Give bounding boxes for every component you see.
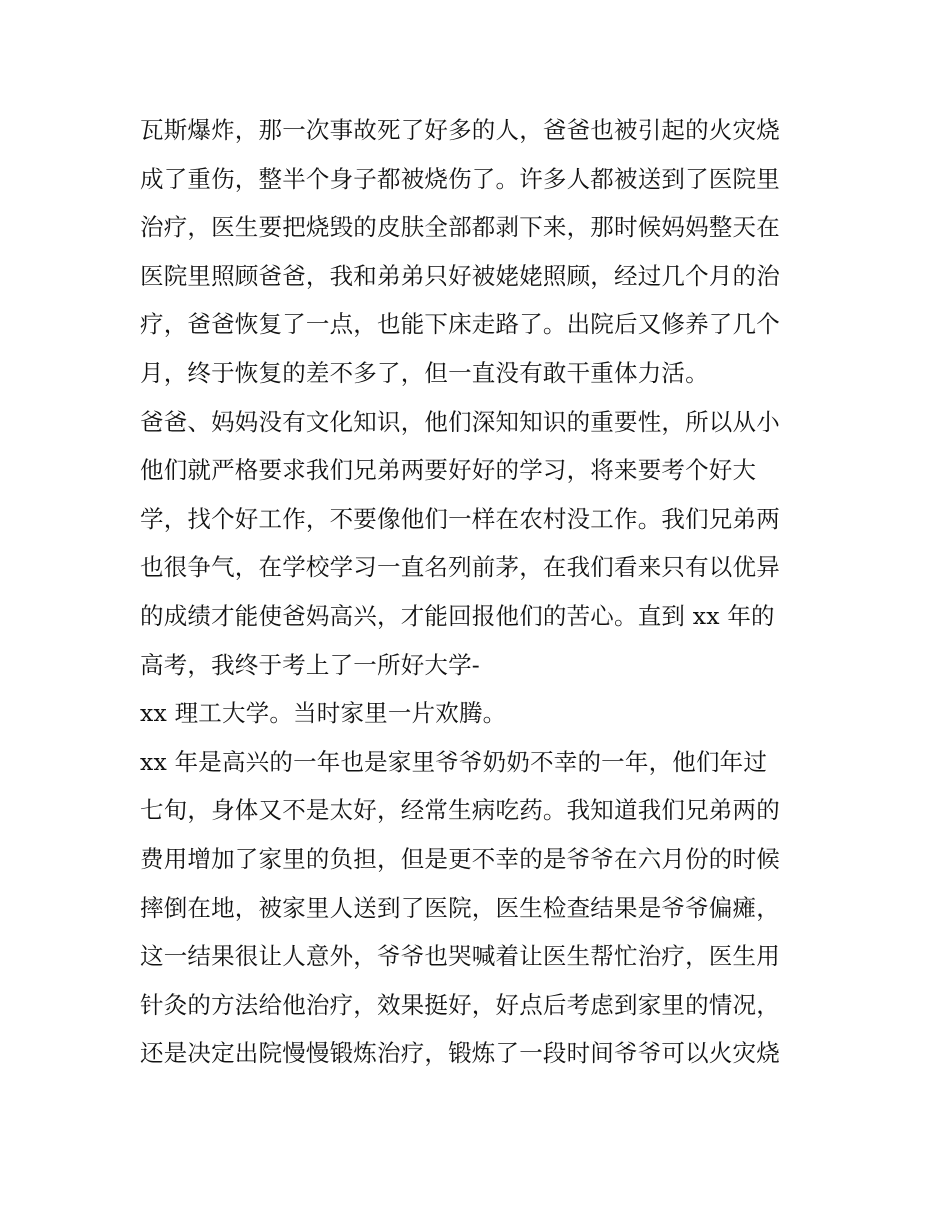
text-line: xx 年是高兴的一年也是家里爷爷奶奶不幸的一年，他们年过: [140, 747, 768, 776]
text-line: 也很争气，在学校学习一直名列前茅，在我们看来只有以优异: [140, 553, 780, 582]
text-line: 还是决定出院慢慢锻炼治疗，锻炼了一段时间爷爷可以火灾烧: [140, 1039, 780, 1068]
text-line: 针灸的方法给他治疗，效果挺好，好点后考虑到家里的情况，: [140, 990, 780, 1019]
text-line: 的成绩才能使爸妈高兴，才能回报他们的苦心。直到 xx 年的: [140, 601, 775, 630]
text-line: 高考，我终于考上了一所好大学-: [140, 650, 480, 679]
text-line: 这一结果很让人意外，爷爷也哭喊着让医生帮忙治疗，医生用: [140, 942, 780, 971]
text-line: 七旬，身体又不是太好，经常生病吃药。我知道我们兄弟两的: [140, 796, 780, 825]
text-line: 爸爸、妈妈没有文化知识，他们深知知识的重要性，所以从小: [140, 407, 780, 436]
text-line: 成了重伤，整半个身子都被烧伤了。许多人都被送到了医院里: [140, 164, 780, 193]
text-line: 医院里照顾爸爸，我和弟弟只好被姥姥照顾，经过几个月的治: [140, 261, 780, 290]
text-line: 治疗，医生要把烧毁的皮肤全部都剥下来，那时候妈妈整天在: [140, 213, 780, 242]
text-line: 他们就严格要求我们兄弟两要好好的学习，将来要考个好大: [140, 456, 757, 485]
text-line: 瓦斯爆炸，那一次事故死了好多的人，爸爸也被引起的火灾烧: [140, 116, 780, 144]
text-line: 疗，爸爸恢复了一点，也能下床走路了。出院后又修养了几个: [140, 310, 780, 339]
text-line: xx 理工大学。当时家里一片欢腾。: [140, 699, 507, 728]
text-line: 费用增加了家里的负担，但是更不幸的是爷爷在六月份的时候: [140, 844, 780, 873]
text-line: 学，找个好工作，不要像他们一样在农村没工作。我们兄弟两: [140, 504, 780, 533]
text-line: 摔倒在地，被家里人送到了医院，医生检查结果是爷爷偏瘫，: [140, 893, 780, 922]
document-body: [140, 106, 830, 1078]
text-line: 月，终于恢复的差不多了，但一直没有敢干重体力活。: [140, 358, 709, 387]
